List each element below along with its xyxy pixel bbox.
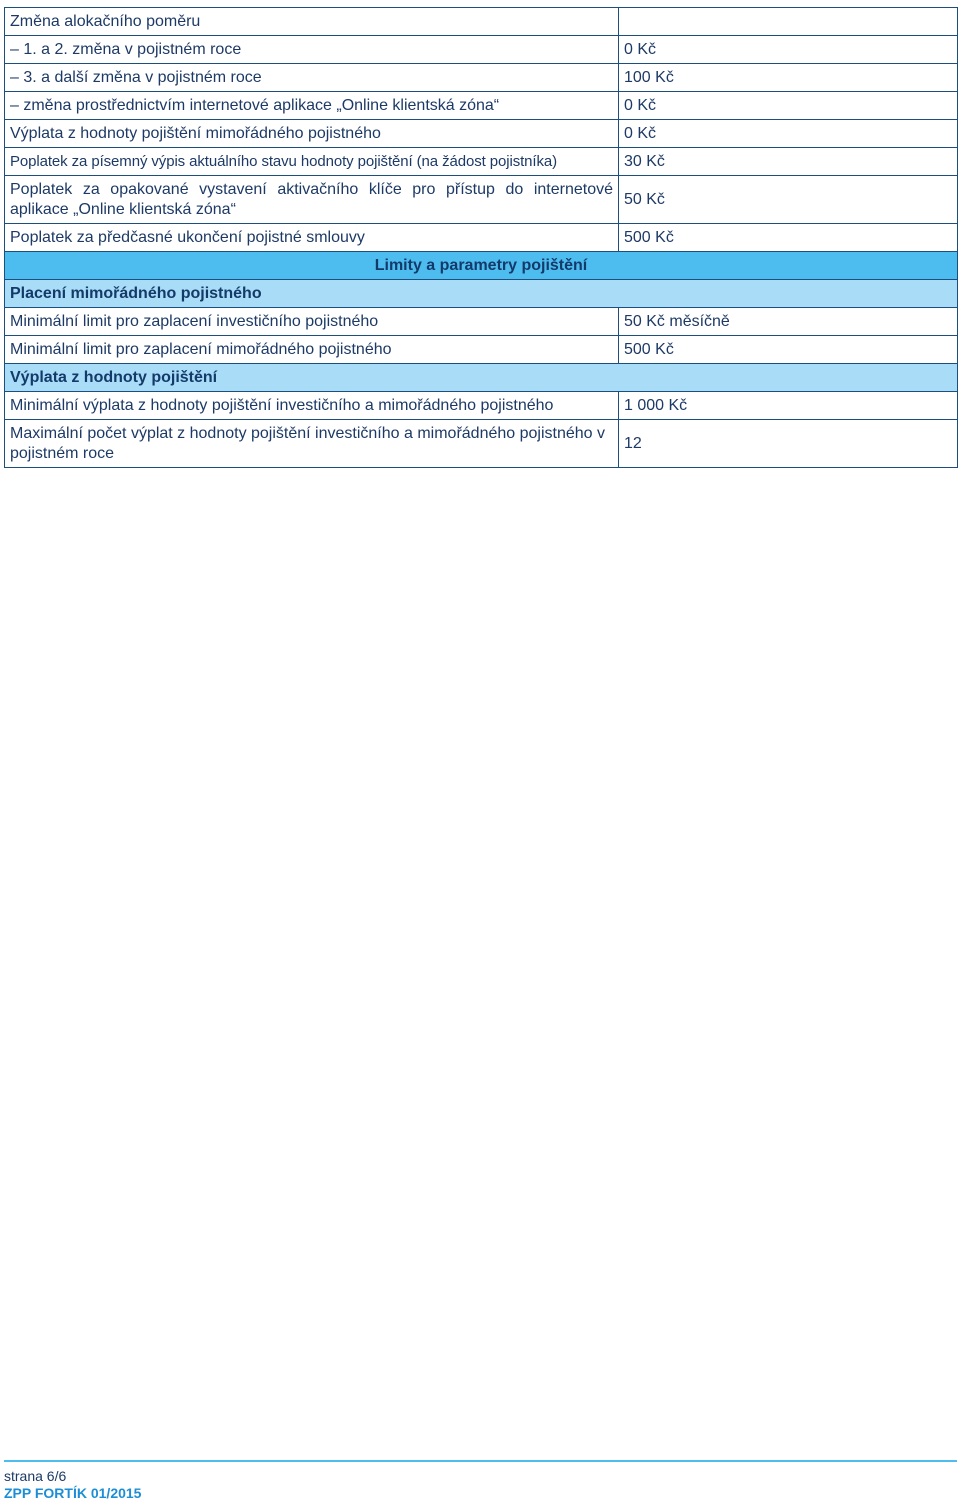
row-value: 12: [619, 420, 958, 468]
row-label: Poplatek za předčasné ukončení pojistné smlouvy: [5, 224, 619, 252]
row-label: Poplatek za opakované vystavení aktivačního klíče pro přístup do internetové aplikace „Online klientská zóna“: [5, 176, 619, 224]
row-value: 1 000 Kč: [619, 392, 958, 420]
subsection-title: Placení mimořádného pojistného: [5, 280, 958, 308]
section-title: Limity a parametry pojištění: [5, 252, 958, 280]
fees-and-limits-table: [4, 7, 958, 468]
table-row: [5, 8, 958, 36]
row-label: Maximální počet výplat z hodnoty pojištění investičního a mimořádného pojistného v pojistném roce: [5, 420, 619, 468]
row-value: [619, 8, 958, 36]
table-row: [5, 64, 958, 92]
row-value: 50 Kč měsíčně: [619, 308, 958, 336]
row-value: 30 Kč: [619, 148, 958, 176]
row-value: 0 Kč: [619, 92, 958, 120]
row-value: 0 Kč: [619, 36, 958, 64]
table-row: [5, 120, 958, 148]
document-code: ZPP FORTÍK 01/2015: [4, 1485, 142, 1501]
table-row: [5, 336, 958, 364]
row-label: Poplatek za písemný výpis aktuálního stavu hodnoty pojištění (na žádost pojistníka): [5, 148, 619, 176]
row-value: 0 Kč: [619, 120, 958, 148]
row-value: 100 Kč: [619, 64, 958, 92]
row-label: – změna prostřednictvím internetové aplikace „Online klientská zóna“: [5, 92, 619, 120]
table-row: [5, 92, 958, 120]
row-value: 500 Kč: [619, 336, 958, 364]
row-label: Minimální limit pro zaplacení investičního pojistného: [5, 308, 619, 336]
subsection-header-extra-premium: [5, 280, 958, 308]
row-label: Minimální výplata z hodnoty pojištění investičního a mimořádného pojistného: [5, 392, 619, 420]
section-header-limits: [5, 252, 958, 280]
subsection-title: Výplata z hodnoty pojištění: [5, 364, 958, 392]
table-row: [5, 224, 958, 252]
table-row: [5, 176, 958, 224]
table-row: [5, 392, 958, 420]
row-value: 50 Kč: [619, 176, 958, 224]
row-value: 500 Kč: [619, 224, 958, 252]
footer-divider: [4, 1460, 957, 1462]
row-label: Výplata z hodnoty pojištění mimořádného pojistného: [5, 120, 619, 148]
row-label: Minimální limit pro zaplacení mimořádného pojistného: [5, 336, 619, 364]
table-row: [5, 420, 958, 468]
page-number: strana 6/6: [4, 1468, 67, 1484]
table-row: [5, 36, 958, 64]
subsection-header-withdrawal: [5, 364, 958, 392]
row-label: – 3. a další změna v pojistném roce: [5, 64, 619, 92]
row-label: Změna alokačního poměru: [5, 8, 619, 36]
table-row: [5, 148, 958, 176]
row-label: – 1. a 2. změna v pojistném roce: [5, 36, 619, 64]
table-row: [5, 308, 958, 336]
